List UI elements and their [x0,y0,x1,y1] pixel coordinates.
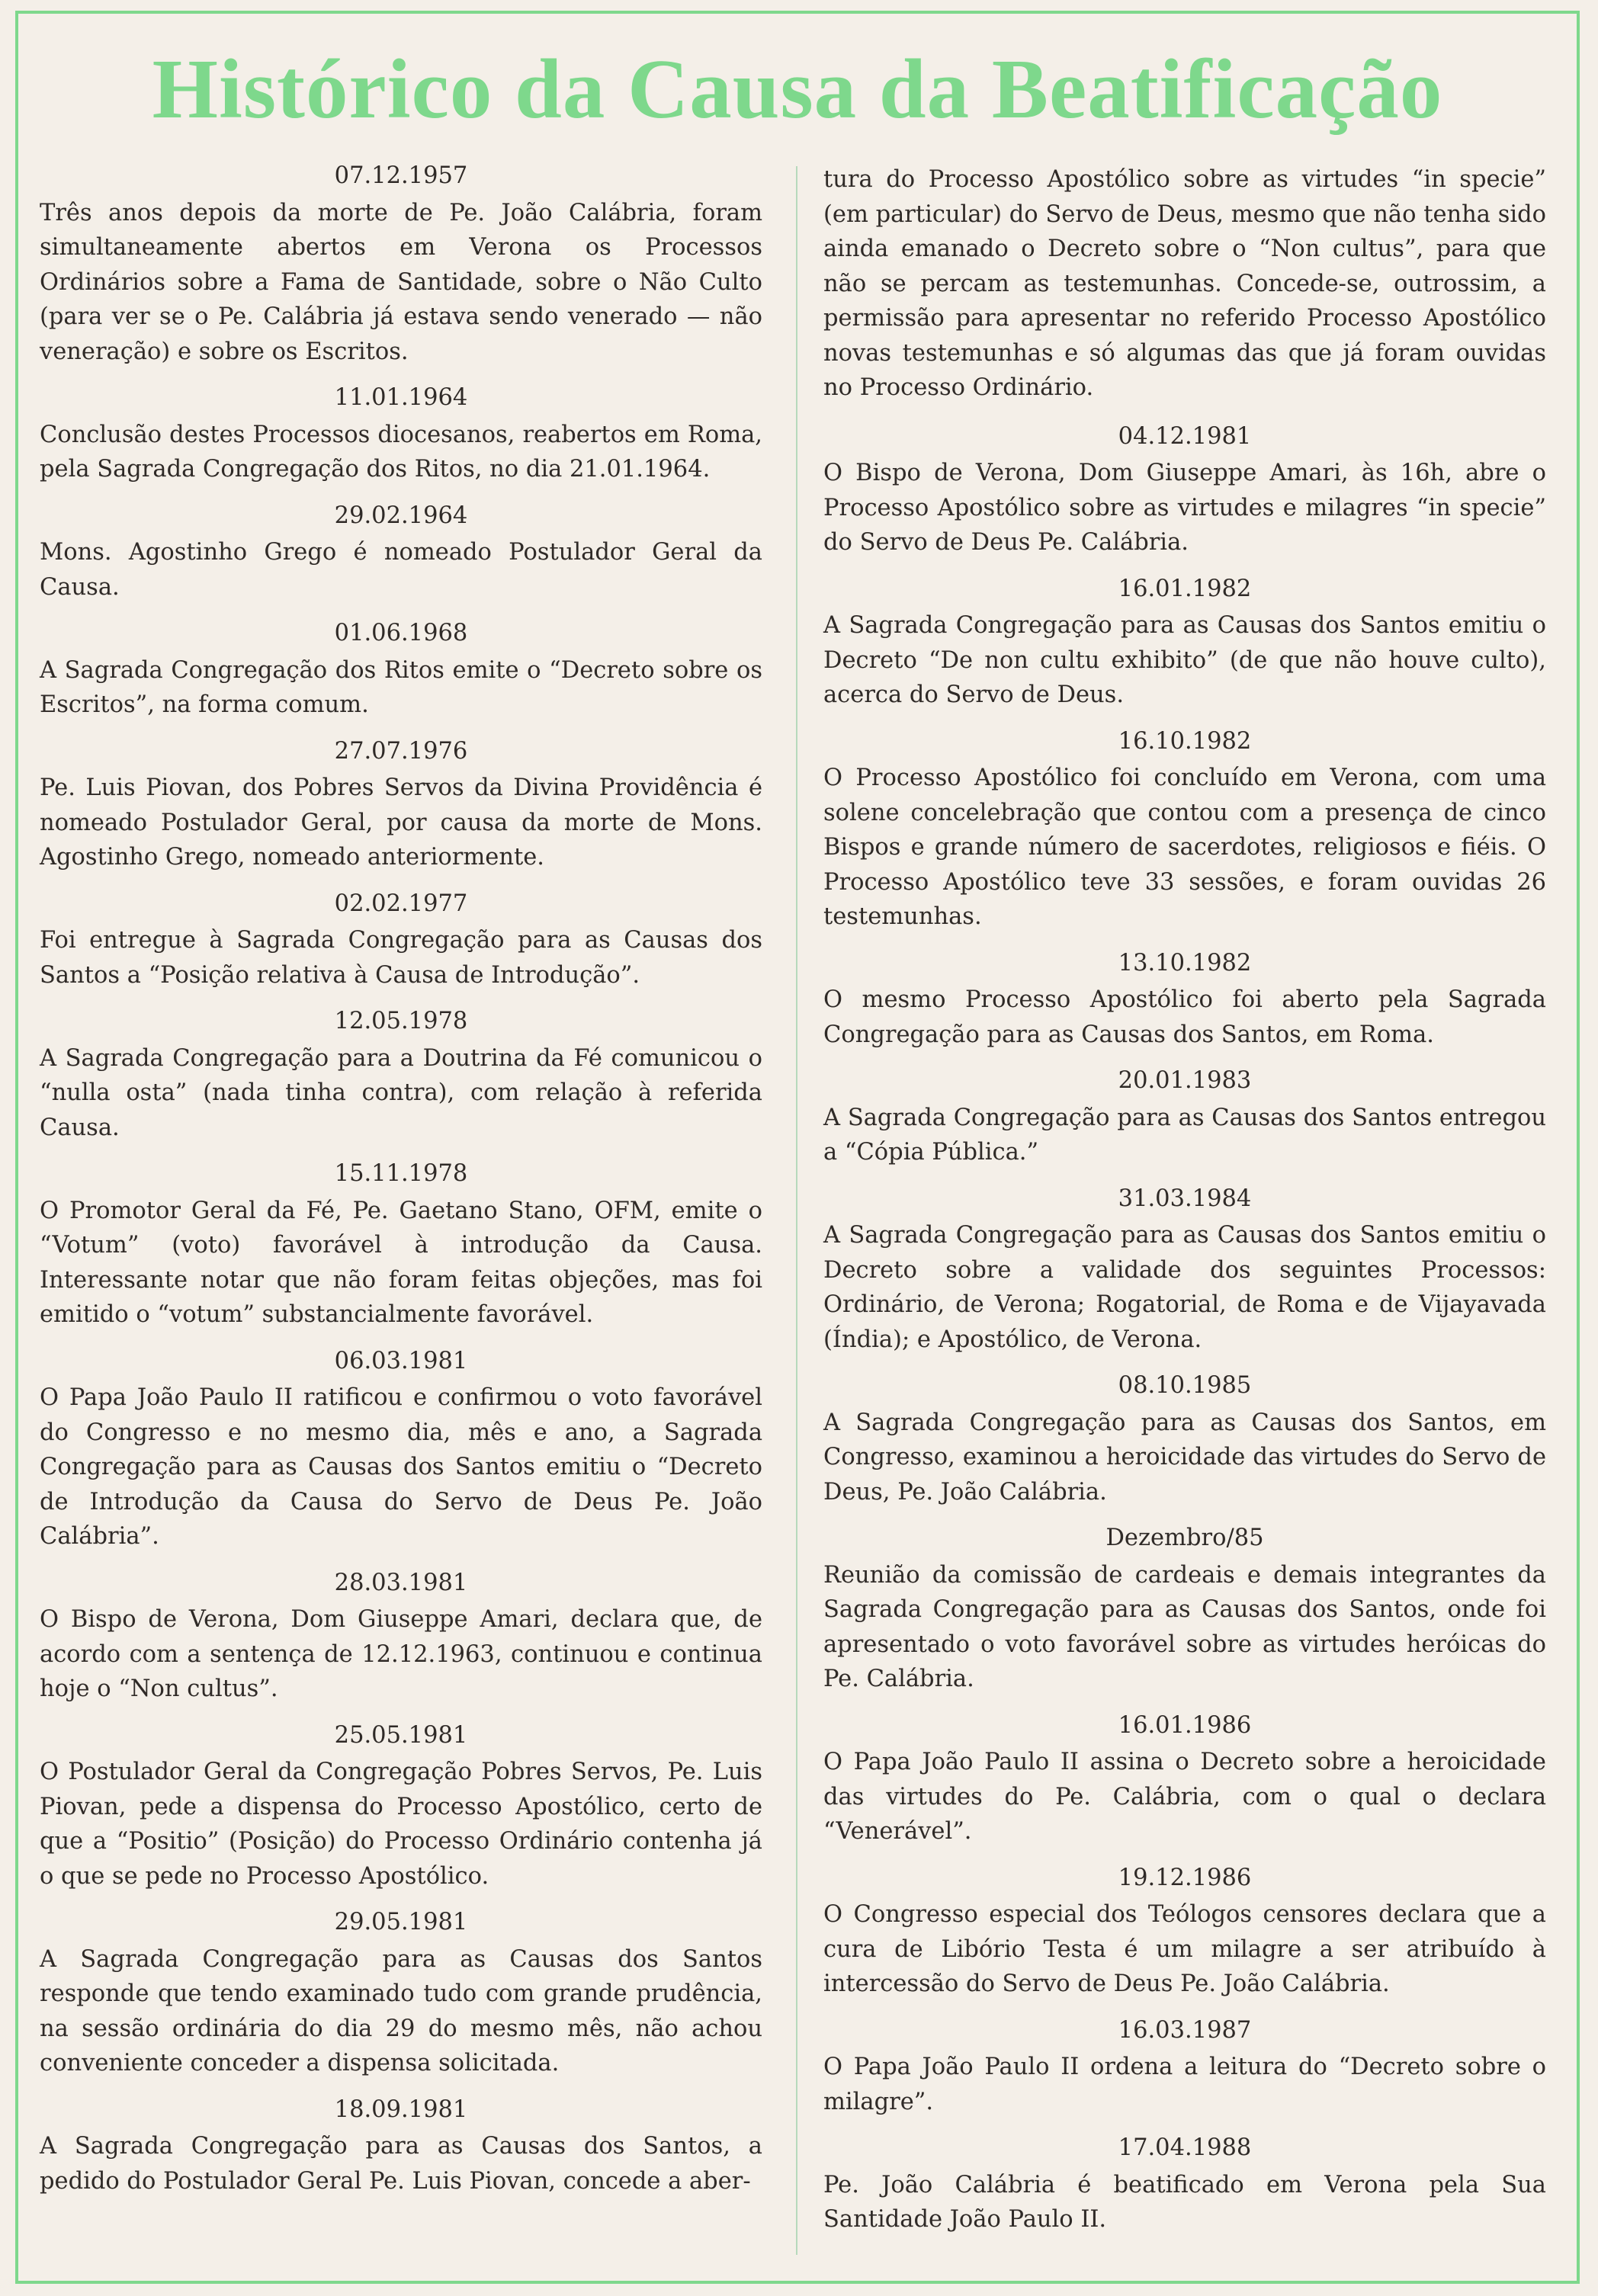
entry-date: 16.01.1986 [1118,1711,1252,1739]
entry-text: A Sagrada Congregação para as Causas dos Santos, a pedido do Postulador Geral Pe. Luis Piovan, concede a aber- [40,2133,762,2195]
entry-date: 11.01.1964 [334,384,468,411]
timeline-entry [823,946,1546,1053]
entry-date: 15.11.1978 [334,1160,468,1187]
timeline-entry [823,1063,1546,1170]
entry-text: Pe. João Calábria é beatificado em Verona pela Sua Santidade João Paulo II. [823,2171,1546,2233]
right-column [823,162,1546,2249]
timeline-entry [823,724,1546,935]
entry-date: 04.12.1981 [1118,422,1252,450]
entry-date: 25.05.1981 [334,1721,468,1749]
entry-date: 08.10.1985 [1118,1372,1252,1399]
entry-text: O Congresso especial dos Teólogos censores declara que a cura de Libório Testa é um milagre a ser atribuído à intercessão do Servo de Deus Pe. João Calábria. [823,1901,1546,1997]
timeline-entry [823,1708,1546,1849]
entry-text: O mesmo Processo Apostólico foi aberto pela Sagrada Congregação para as Causas dos Santos, em Roma. [823,986,1546,1048]
timeline-entry [823,572,1546,713]
entry-text: O Papa João Paulo II assina o Decreto sobre a heroicidade das virtudes do Pe. Calábria, com o qual o declara “Venerável”. [823,1749,1546,1845]
entry-text: O Promotor Geral da Fé, Pe. Gaetano Stano, OFM, emite o “Votum” (voto) favorável à introdução da Causa. Interessante notar que não foram feitas objeções, mas foi emitido o “votum” substancialmente favorável. [40,1197,762,1328]
entry-text: Reunião da comissão de cardeais e demais integrantes da Sagrada Congregação para as Causas dos Santos, onde foi apresentado o voto favorável sobre as virtudes heróicas do Pe. Calábria. [823,1561,1546,1692]
entry-date: 01.06.1968 [334,620,468,646]
entry-date: 17.04.1988 [1118,2134,1252,2161]
entry-date: 02.02.1977 [334,890,468,917]
entry-text: A Sagrada Congregação para as Causas dos Santos responde que tendo examinado tudo com grande prudência, na sessão ordinária do dia 29 do mesmo mês, não achou conveniente conceder a dispensa solicitada. [40,1945,762,2076]
entry-date: 27.07.1976 [334,737,468,765]
entry-date: 16.10.1982 [1118,727,1252,755]
timeline-entry [823,1861,1546,2002]
timeline-entry [40,1156,762,1332]
entry-date: 18.09.1981 [334,2096,468,2123]
entry-text: Três anos depois da morte de Pe. João Calábria, foram simultaneamente abertos em Verona os Processos Ordinários sobre a Fama de Santidade, sobre o Não Culto (para ver se o Pe. Calábria já estava sendo venerado — não veneração) e sobre os Escritos. [40,199,762,365]
entry-text: Mons. Agostinho Grego é nomeado Postulador Geral da Causa. [40,539,762,601]
timeline-entry [823,2131,1546,2237]
timeline-entry [823,1368,1546,1509]
timeline-entry [40,1905,762,2081]
entry-text: Foi entregue à Sagrada Congregação para as Causas dos Santos a “Posição relativa à Causa de Introdução”. [40,927,762,989]
entry-date: 19.12.1986 [1118,1864,1252,1891]
entry-text: A Sagrada Congregação para a Doutrina da Fé comunicou o “nulla osta” (nada tinha contra), com relação à referida Causa. [40,1044,762,1141]
entry-date: 16.01.1982 [1118,575,1252,602]
entry-text: A Sagrada Congregação para as Causas dos Santos entregou a “Cópia Pública.” [823,1104,1546,1166]
timeline-entry [40,1566,762,1707]
entry-text: Conclusão destes Processos diocesanos, reabertos em Roma, pela Sagrada Congregação dos Ritos, no dia 21.01.1964. [40,421,762,483]
timeline-entry [40,1004,762,1145]
entry-text: Pe. Luis Piovan, dos Pobres Servos da Divina Providência é nomeado Postulador Geral, por causa da morte de Mons. Agostinho Grego, nomeado anteriormente. [40,774,762,871]
timeline-entry [40,616,762,723]
timeline-entry [40,380,762,487]
page-frame [15,11,1580,2284]
entry-date: 13.10.1982 [1118,949,1252,976]
entry-continuation-text: tura do Processo Apostólico sobre as virtudes “in specie” (em particular) do Servo de Deus, mesmo que não tenha sido ainda emanado o Decreto sobre o “Non cultus”, para que não se percam as testemunhas. Concede-se, outrossim, a permissão para apresentar no referido Processo Apostólico novas testemunhas e só algumas das que já foram ouvidas no Processo Ordinário. [823,166,1546,401]
timeline-entry [823,419,1546,560]
timeline-entry [40,887,762,993]
entry-date: 28.03.1981 [334,1569,468,1596]
entry-date: 16.03.1987 [1118,2016,1252,2044]
entry-date: 20.01.1983 [1118,1067,1252,1094]
timeline-entry [40,1718,762,1894]
entry-date: 07.12.1957 [334,162,468,189]
entry-text: A Sagrada Congregação para as Causas dos Santos emitiu o Decreto “De non cultu exhibito” (de que não houve culto), acerca do Servo de Deus. [823,612,1546,708]
entry-date: 31.03.1984 [1118,1185,1252,1212]
timeline-entry [40,1344,762,1554]
timeline-entry [823,1521,1546,1697]
entry-text: O Bispo de Verona, Dom Giuseppe Amari, declara que, de acordo com a sentença de 12.12.1963, continuou e continua hoje o “Non cultus”. [40,1606,762,1702]
timeline-entry [40,159,762,369]
entry-text: A Sagrada Congregação para as Causas dos Santos, em Congresso, examinou a heroicidade das virtudes do Servo de Deus, Pe. João Calábria. [823,1409,1546,1506]
timeline-entry [823,1182,1546,1358]
entry-text: A Sagrada Congregação para as Causas dos Santos emitiu o Decreto sobre a validade dos seguintes Processos: Ordinário, de Verona; Rogatorial, de Roma e de Vijayavada (Índia); e Apostólico, de Verona. [823,1222,1546,1353]
column-divider [796,166,797,2255]
entry-text: O Processo Apostólico foi concluído em Verona, com uma solene concelebração que contou com a presença de cinco Bispos e grande número de sacerdotes, religiosos e fiéis. O Processo Apostólico teve 33 sessões, e foram ouvidas 26 testemunhas. [823,765,1546,930]
page-title: Histórico da Causa da Beatificação [152,43,1443,136]
entry-date: Dezembro/85 [1105,1525,1264,1551]
timeline-entry [40,2092,762,2199]
left-column [40,159,762,2210]
timeline-entry [40,734,762,875]
entry-text: O Bispo de Verona, Dom Giuseppe Amari, às 16h, abre o Processo Apostólico sobre as virtudes e milagres “in specie” do Servo de Deus Pe. Calábria. [823,460,1546,556]
timeline-entry [40,499,762,605]
entry-text: O Papa João Paulo II ordena a leitura do “Decreto sobre o milagre”. [823,2054,1546,2115]
entry-text: O Papa João Paulo II ratificou e confirmou o voto favorável do Congresso e no mesmo dia, mês e ano, a Sagrada Congregação para as Causas dos Santos emitiu o “Decreto de Introdução da Causa do Servo de Deus Pe. João Calábria”. [40,1384,762,1550]
entry-date: 12.05.1978 [334,1008,468,1034]
entry-text: O Postulador Geral da Congregação Pobres Servos, Pe. Luis Piovan, pede a dispensa do Processo Apostólico, certo de que a “Positio” (Posição) do Processo Ordinário contenha já o que se pede no Processo Apostólico. [40,1759,762,1890]
entry-date: 29.02.1964 [334,502,468,529]
timeline-entry [823,2013,1546,2120]
entry-date: 06.03.1981 [334,1347,468,1374]
entry-text: A Sagrada Congregação dos Ritos emite o “Decreto sobre os Escritos”, na forma comum. [40,656,762,718]
entry-date: 29.05.1981 [334,1909,468,1935]
